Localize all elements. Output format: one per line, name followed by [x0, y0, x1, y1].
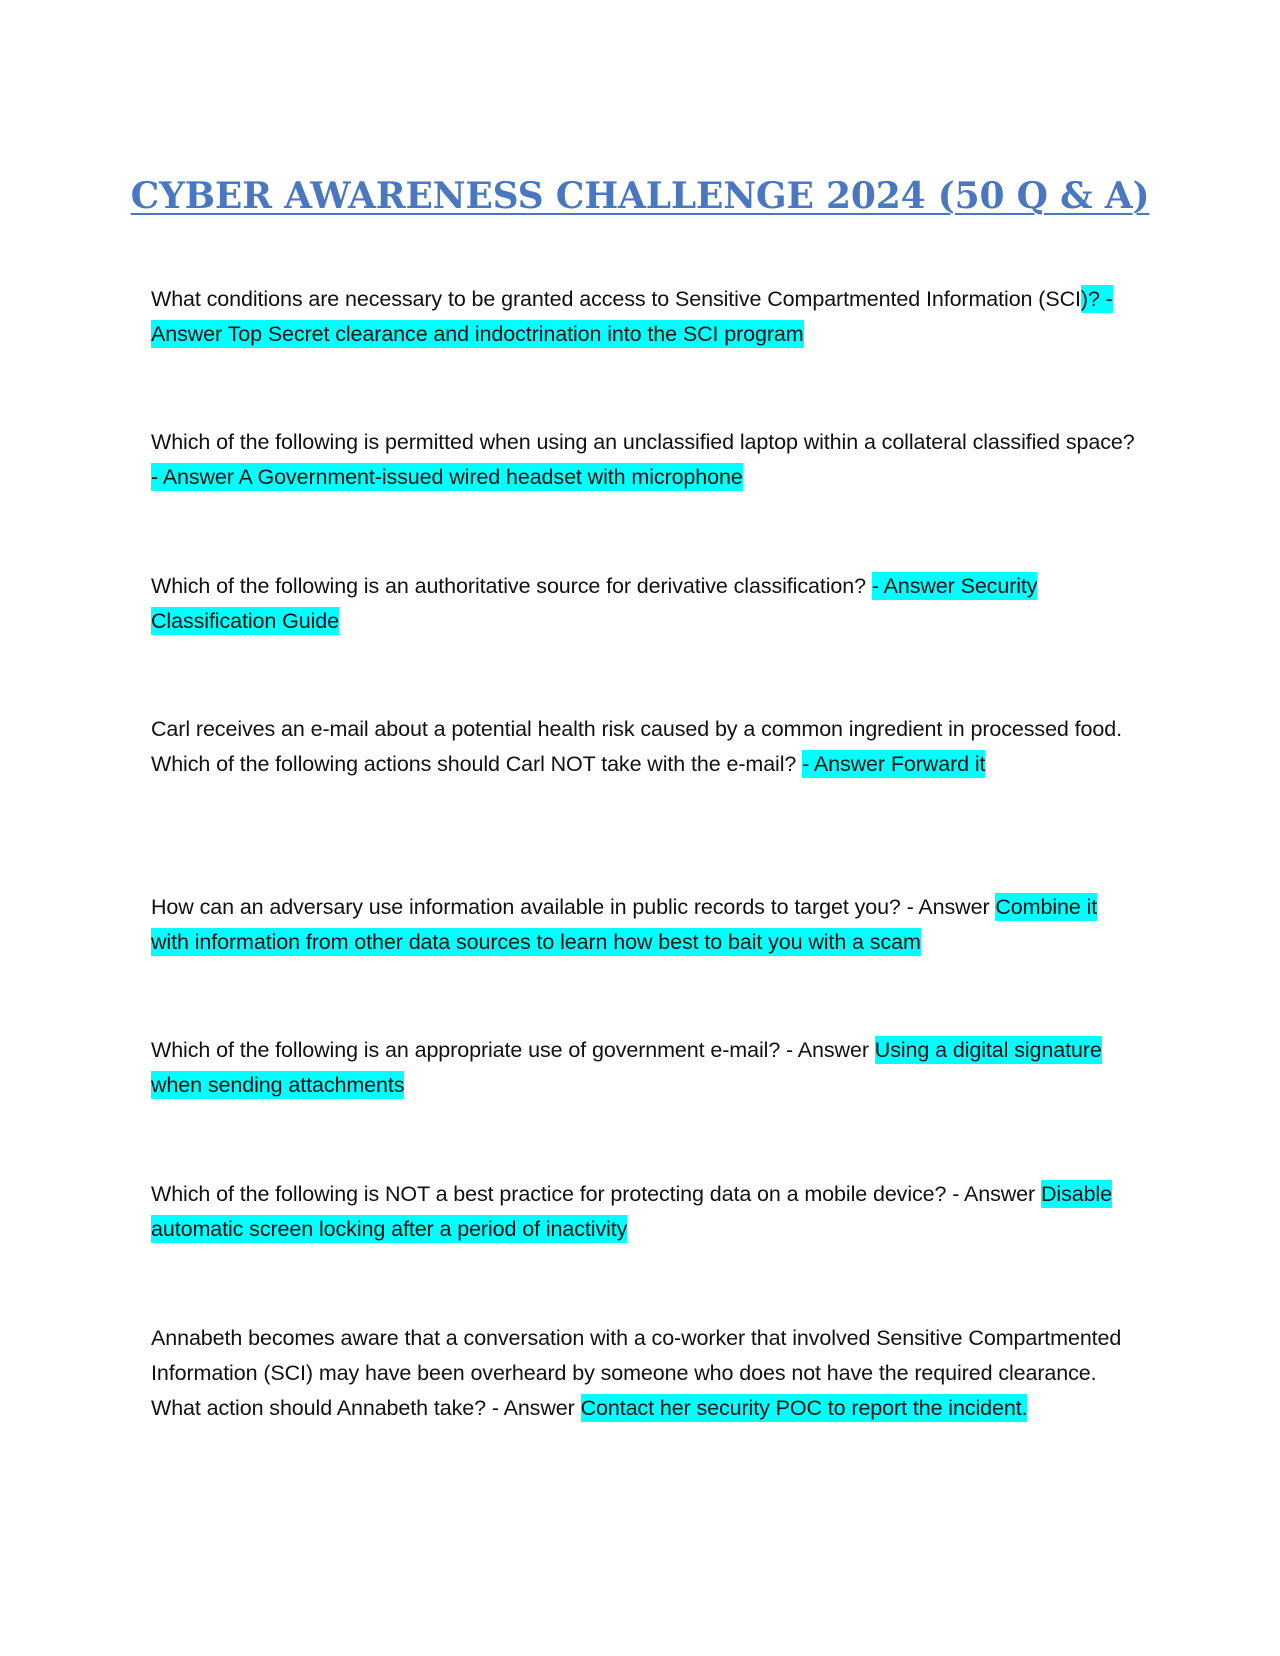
- question-text: Carl receives an e-mail about a potential health risk caused by a common ingredient in processed food. Which of the following actions should Carl NOT take with the e-mail?: [151, 717, 1122, 776]
- answer-highlight: Disable automatic screen locking after a period of inactivity: [151, 1182, 1112, 1241]
- answer-highlight: - Answer Forward it: [802, 752, 986, 776]
- qa-item-1: [151, 282, 1136, 352]
- qa-item-3: [151, 569, 1136, 639]
- answer-highlight: - Answer A Government-issued wired headset with microphone: [151, 465, 743, 489]
- document-title-text: CYBER AWARENESS CHALLENGE 2024 (50 Q & A): [130, 175, 1150, 217]
- answer-highlight: Combine it with information from other data sources to learn how best to bait you with a scam: [151, 895, 1098, 954]
- question-text: Which of the following is NOT a best practice for protecting data on a mobile device? - Answer: [151, 1182, 1041, 1206]
- question-text: Annabeth becomes aware that a conversation with a co-worker that involved Sensitive Compartmented Information (SCI) may have been overheard by someone who does not have the required clearance. What action should Annabeth take? - Answer: [151, 1326, 1122, 1420]
- question-text: What conditions are necessary to be granted access to Sensitive Compartmented Information (SCI: [151, 287, 1081, 311]
- qa-item-2: [151, 425, 1136, 495]
- qa-item-7: [151, 1177, 1136, 1247]
- qa-item-8: [151, 1321, 1136, 1426]
- answer-highlight: Contact her security POC to report the incident.: [580, 1396, 1028, 1420]
- answer-highlight: Using a digital signature when sending attachments: [151, 1038, 1102, 1097]
- question-text: Which of the following is an appropriate use of government e-mail? - Answer: [151, 1038, 875, 1062]
- question-text: How can an adversary use information available in public records to target you? - Answer: [151, 895, 996, 919]
- answer-highlight: )? - Answer Top Secret clearance and indoctrination into the SCI program: [151, 287, 1113, 346]
- question-text: Which of the following is an authoritative source for derivative classification?: [151, 574, 872, 598]
- qa-item-6: [151, 1033, 1136, 1103]
- question-text: Which of the following is permitted when using an unclassified laptop within a collateral classified space?: [151, 430, 1135, 454]
- qa-item-5: [151, 890, 1136, 960]
- document-title: [0, 172, 1280, 220]
- answer-highlight: - Answer Security Classification Guide: [151, 574, 1038, 633]
- qa-item-4: [151, 712, 1136, 782]
